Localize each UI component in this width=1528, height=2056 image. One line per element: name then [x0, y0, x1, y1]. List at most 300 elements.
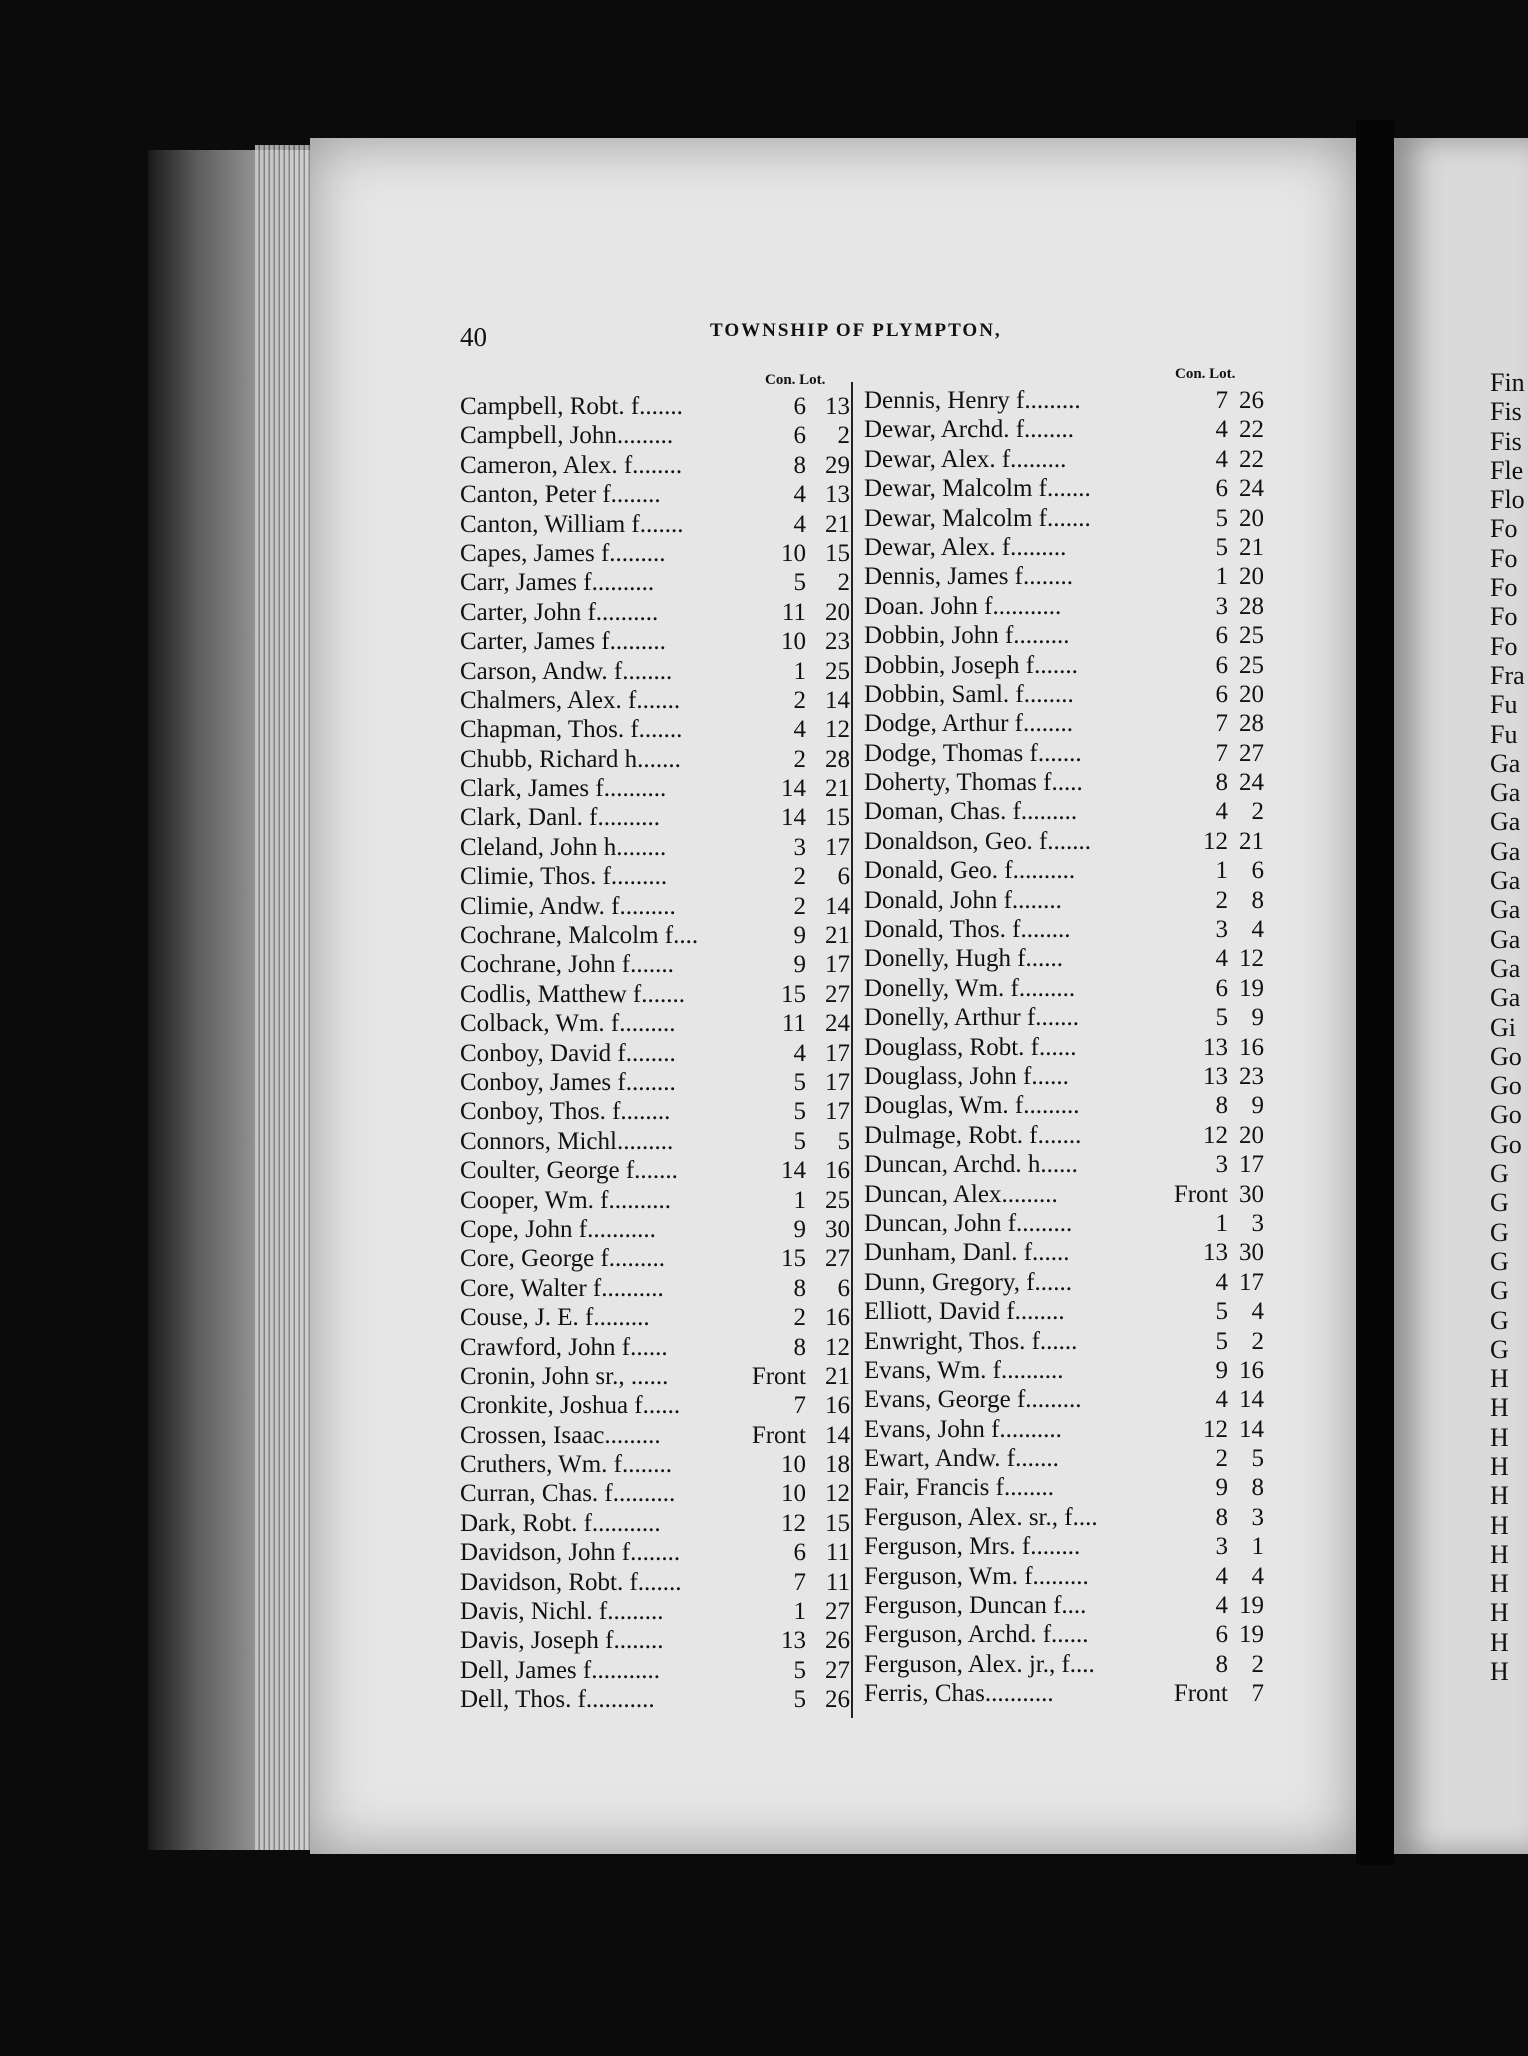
entry-name: Dewar, Malcolm f.......: [864, 475, 1091, 503]
facing-page-fragment: H: [1490, 1481, 1509, 1511]
directory-entry: [460, 1244, 850, 1273]
directory-entry: [460, 803, 850, 832]
entry-con: 9: [793, 951, 806, 979]
facing-page-fragment: Ga: [1490, 895, 1521, 925]
entry-lot: 20: [1239, 1121, 1264, 1149]
entry-lot: 12: [825, 1333, 850, 1361]
facing-page-fragment: Go: [1490, 1041, 1522, 1071]
entry-con: 10: [781, 539, 806, 567]
entry-lot: 1: [1251, 1533, 1264, 1561]
facing-page-fragment: Ga: [1490, 983, 1521, 1013]
entry-con: 4: [1215, 445, 1228, 473]
entry-con: 6: [793, 1539, 806, 1567]
entry-lot: 28: [1239, 710, 1264, 738]
entry-name: Cronkite, Joshua f......: [460, 1392, 681, 1420]
entry-lot: 17: [1239, 1151, 1264, 1179]
entry-lot: 4: [1251, 1562, 1264, 1590]
entry-con: 5: [793, 1098, 806, 1126]
entry-lot: 14: [825, 892, 850, 920]
entry-name: Colback, Wm. f.........: [460, 1010, 676, 1038]
directory-entry: [864, 415, 1264, 444]
facing-page-fragment: H: [1490, 1422, 1509, 1452]
facing-page-fragment: G: [1490, 1334, 1509, 1364]
entry-lot: 14: [825, 1421, 850, 1449]
directory-entry: [864, 1415, 1264, 1444]
entry-name: Dark, Robt. f...........: [460, 1509, 661, 1537]
entry-lot: 21: [825, 922, 850, 950]
entry-name: Dunn, Gregory, f......: [864, 1268, 1073, 1296]
facing-page-text-fragments: [1490, 368, 1528, 1686]
entry-lot: 29: [825, 451, 850, 479]
directory-entry: [460, 862, 850, 891]
entry-lot: 17: [1239, 1268, 1264, 1296]
entry-name: Core, George f.........: [460, 1245, 666, 1273]
directory-entry: [864, 856, 1264, 885]
directory-entry: [460, 715, 850, 744]
entry-name: Donelly, Hugh f......: [864, 945, 1064, 973]
facing-page-fragment: Ga: [1490, 807, 1521, 837]
entry-name: Dell, Thos. f...........: [460, 1686, 655, 1714]
directory-entry: [460, 1685, 850, 1714]
facing-page-fragment: Fle: [1490, 455, 1524, 485]
entry-lot: 25: [825, 657, 850, 685]
entry-con: 1: [1215, 857, 1228, 885]
directory-entry: [460, 1127, 850, 1156]
directory-entry: [864, 1444, 1264, 1473]
entry-con: 8: [1215, 1092, 1228, 1120]
entry-con: 9: [793, 1215, 806, 1243]
facing-page-fragment: Fis: [1490, 397, 1522, 427]
directory-entry: [460, 1215, 850, 1244]
directory-entry: [864, 827, 1264, 856]
entry-lot: 3: [1251, 1503, 1264, 1531]
entry-con: 6: [793, 393, 806, 420]
entry-name: Couse, J. E. f.........: [460, 1304, 650, 1332]
directory-entry: [460, 1568, 850, 1597]
entry-con: 6: [1215, 651, 1228, 679]
directory-entry: [864, 621, 1264, 650]
entry-con: 5: [1215, 504, 1228, 532]
facing-page-fragment: H: [1490, 1657, 1509, 1687]
directory-entry: [460, 1186, 850, 1215]
entry-lot: 9: [1251, 1092, 1264, 1120]
entry-name: Climie, Andw. f.........: [460, 892, 676, 920]
entry-con: 5: [1215, 533, 1228, 561]
entry-name: Doherty, Thomas f.....: [864, 769, 1083, 797]
facing-page-fragment: Fis: [1490, 426, 1522, 456]
directory-entry: [460, 1450, 850, 1479]
entry-con: 7: [793, 1568, 806, 1596]
facing-page-fragment: G: [1490, 1305, 1509, 1335]
entry-lot: 28: [825, 745, 850, 773]
entry-lot: 14: [1239, 1386, 1264, 1414]
entry-con: 4: [793, 481, 806, 509]
directory-entry: [864, 797, 1264, 826]
entry-con: 3: [793, 833, 806, 861]
facing-page-fragment: Fin: [1490, 368, 1525, 397]
entry-con: 1: [793, 657, 806, 685]
entry-name: Douglass, John f......: [864, 1062, 1069, 1090]
entry-lot: 26: [1239, 387, 1264, 414]
entry-con: 5: [1215, 1004, 1228, 1032]
entry-lot: 30: [1239, 1239, 1264, 1267]
entry-lot: 24: [1239, 475, 1264, 503]
entry-con: 12: [781, 1509, 806, 1537]
entry-con: 2: [793, 863, 806, 891]
entry-name: Chubb, Richard h.......: [460, 745, 681, 773]
entry-name: Evans, John f..........: [864, 1415, 1062, 1443]
entry-con: 13: [781, 1627, 806, 1655]
entry-lot: 13: [825, 481, 850, 509]
directory-entry: [460, 627, 850, 656]
entry-lot: 21: [825, 1362, 850, 1390]
directory-entry: [864, 386, 1264, 415]
entry-name: Conboy, Thos. f........: [460, 1098, 671, 1126]
entry-lot: 4: [1251, 916, 1264, 944]
entry-name: Evans, Wm. f..........: [864, 1356, 1064, 1384]
facing-page-fragment: Fu: [1490, 719, 1518, 749]
entry-con: 10: [781, 1451, 806, 1479]
entry-con: 4: [1215, 798, 1228, 826]
entry-con: 4: [793, 510, 806, 538]
entry-con: 9: [1215, 1356, 1228, 1384]
column-divider: [851, 382, 853, 1718]
directory-entry: [864, 768, 1264, 797]
entry-lot: 27: [825, 1245, 850, 1273]
entry-name: Dennis, James f........: [864, 563, 1073, 591]
directory-entry: [864, 915, 1264, 944]
facing-page-fragment: H: [1490, 1510, 1509, 1540]
directory-entry: [460, 686, 850, 715]
directory-entry: [864, 562, 1264, 591]
entry-name: Cochrane, Malcolm f....: [460, 922, 699, 950]
directory-entry: [460, 1009, 850, 1038]
entry-con: 5: [1215, 1298, 1228, 1326]
entry-name: Cooper, Wm. f..........: [460, 1186, 672, 1214]
entry-name: Coulter, George f.......: [460, 1157, 678, 1185]
facing-page-fragment: Ga: [1490, 778, 1521, 808]
directory-entry: [460, 451, 850, 480]
entry-con: 7: [1215, 387, 1228, 414]
entry-name: Cronin, John sr., ......: [460, 1362, 669, 1390]
entry-con: 2: [793, 745, 806, 773]
entry-lot: 11: [825, 1539, 850, 1567]
directory-entry: [864, 1062, 1264, 1091]
entry-con: 3: [1215, 592, 1228, 620]
facing-page-fragment: Ga: [1490, 748, 1521, 778]
directory-entry: [864, 944, 1264, 973]
entry-con: Front: [1173, 1680, 1228, 1708]
entry-lot: 26: [825, 1686, 850, 1714]
entry-lot: 12: [1239, 945, 1264, 973]
directory-entry: [460, 1333, 850, 1362]
entry-name: Campbell, John.........: [460, 422, 674, 450]
entry-con: 5: [793, 1686, 806, 1714]
entry-lot: 20: [1239, 563, 1264, 591]
entry-con: 7: [793, 1392, 806, 1420]
entry-name: Davis, Joseph f........: [460, 1627, 664, 1655]
entry-name: Dobbin, John f.........: [864, 622, 1070, 650]
entry-name: Donelly, Wm. f.........: [864, 974, 1076, 1002]
facing-page-fragment: H: [1490, 1569, 1509, 1599]
facing-page-fragment: G: [1490, 1217, 1509, 1247]
directory-entry: [864, 1150, 1264, 1179]
entry-lot: 16: [1239, 1033, 1264, 1061]
entry-con: 10: [781, 628, 806, 656]
facing-page-fragment: Ga: [1490, 953, 1521, 983]
facing-page-fragment: Ga: [1490, 866, 1521, 896]
directory-entry: [460, 392, 850, 421]
entry-lot: 20: [1239, 504, 1264, 532]
entry-name: Clark, Danl. f..........: [460, 804, 660, 832]
entry-lot: 12: [825, 716, 850, 744]
left-column-entries: [460, 392, 850, 1715]
entry-name: Canton, Peter f........: [460, 481, 661, 509]
entry-name: Dewar, Archd. f........: [864, 416, 1075, 444]
directory-entry: [460, 892, 850, 921]
directory-entry: [864, 1562, 1264, 1591]
entry-con: 5: [793, 1068, 806, 1096]
facing-page-fragment: Fu: [1490, 690, 1518, 720]
entry-name: Crossen, Isaac.........: [460, 1421, 661, 1449]
entry-con: 12: [1203, 827, 1228, 855]
entry-name: Davidson, Robt. f.......: [460, 1568, 682, 1596]
directory-entry: [864, 709, 1264, 738]
entry-lot: 19: [1239, 1621, 1264, 1649]
entry-name: Dell, James f...........: [460, 1656, 660, 1684]
entry-lot: 15: [825, 539, 850, 567]
entry-name: Dobbin, Joseph f.......: [864, 651, 1078, 679]
directory-entry: [864, 1650, 1264, 1679]
directory-entry: [864, 1356, 1264, 1385]
entry-con: 14: [781, 1157, 806, 1185]
entry-lot: 25: [1239, 651, 1264, 679]
entry-lot: 6: [1251, 857, 1264, 885]
directory-entry: [864, 1385, 1264, 1414]
facing-page-fragment: Go: [1490, 1100, 1522, 1130]
entry-name: Ferguson, Duncan f....: [864, 1592, 1087, 1620]
entry-lot: 8: [1251, 1474, 1264, 1502]
entry-name: Cameron, Alex. f........: [460, 451, 683, 479]
entry-name: Elliott, David f........: [864, 1298, 1065, 1326]
entry-con: 8: [793, 1274, 806, 1302]
facing-page-fragment: H: [1490, 1627, 1509, 1657]
entry-con: 15: [781, 980, 806, 1008]
directory-entry: [460, 1626, 850, 1655]
entry-con: 3: [1215, 916, 1228, 944]
entry-lot: 30: [825, 1215, 850, 1243]
entry-name: Davis, Nichl. f.........: [460, 1598, 664, 1626]
entry-name: Donald, Geo. f..........: [864, 857, 1076, 885]
entry-con: 6: [1215, 680, 1228, 708]
entry-con: 14: [781, 804, 806, 832]
entry-lot: 20: [1239, 680, 1264, 708]
entry-con: 9: [793, 922, 806, 950]
entry-name: Doan. John f...........: [864, 592, 1062, 620]
entry-lot: 17: [825, 1098, 850, 1126]
page-number: 40: [460, 322, 487, 352]
entry-name: Dewar, Alex. f.........: [864, 533, 1067, 561]
entry-lot: 15: [825, 1509, 850, 1537]
entry-con: 6: [1215, 475, 1228, 503]
facing-page-fragment: Fo: [1490, 543, 1518, 573]
entry-name: Chalmers, Alex. f.......: [460, 686, 681, 714]
entry-name: Dunham, Danl. f......: [864, 1239, 1070, 1267]
entry-name: Crawford, John f......: [460, 1333, 668, 1361]
entry-name: Dodge, Thomas f.......: [864, 739, 1082, 767]
directory-entry: [460, 510, 850, 539]
entry-name: Cochrane, John f.......: [460, 951, 674, 979]
entry-name: Clark, James f..........: [460, 775, 667, 803]
entry-lot: 15: [825, 804, 850, 832]
entry-lot: 26: [825, 1627, 850, 1655]
facing-page-fragment: H: [1490, 1598, 1509, 1628]
entry-lot: 2: [1251, 1650, 1264, 1678]
entry-con: 2: [793, 892, 806, 920]
entry-lot: 17: [825, 1039, 850, 1067]
entry-con: 9: [1215, 1474, 1228, 1502]
directory-entry: [864, 651, 1264, 680]
entry-name: Douglass, Robt. f......: [864, 1033, 1077, 1061]
facing-page-fragment: Ga: [1490, 924, 1521, 954]
entry-lot: 2: [1251, 1327, 1264, 1355]
entry-lot: 5: [1251, 1445, 1264, 1473]
entry-name: Ferguson, Alex. sr., f....: [864, 1503, 1098, 1531]
entry-name: Cruthers, Wm. f........: [460, 1451, 673, 1479]
facing-page-fragment: Go: [1490, 1071, 1522, 1101]
entry-name: Dewar, Malcolm f.......: [864, 504, 1091, 532]
entry-con: 10: [781, 1480, 806, 1508]
entry-lot: 25: [1239, 622, 1264, 650]
directory-entry: [864, 1532, 1264, 1561]
entry-con: 8: [793, 451, 806, 479]
directory-entry: [864, 445, 1264, 474]
entry-con: 1: [793, 1186, 806, 1214]
entry-name: Duncan, Archd. h......: [864, 1151, 1078, 1179]
facing-page-fragment: G: [1490, 1188, 1509, 1218]
entry-lot: 24: [825, 1010, 850, 1038]
entry-name: Dodge, Arthur f........: [864, 710, 1073, 738]
entry-name: Chapman, Thos. f.......: [460, 716, 683, 744]
entry-lot: 2: [837, 422, 850, 450]
directory-entry: [460, 421, 850, 450]
entry-lot: 25: [825, 1186, 850, 1214]
entry-con: 8: [1215, 1503, 1228, 1531]
entry-lot: 27: [1239, 739, 1264, 767]
entry-lot: 3: [1251, 1209, 1264, 1237]
directory-entry: [864, 886, 1264, 915]
entry-lot: 21: [825, 775, 850, 803]
directory-entry: [864, 974, 1264, 1003]
entry-name: Douglas, Wm. f.........: [864, 1092, 1080, 1120]
entry-name: Dennis, Henry f.........: [864, 387, 1081, 414]
facing-page-fragment: Fo: [1490, 602, 1518, 632]
directory-entry: [460, 950, 850, 979]
entry-name: Conboy, David f........: [460, 1039, 676, 1067]
entry-name: Dulmage, Robt. f.......: [864, 1121, 1082, 1149]
entry-lot: 19: [1239, 974, 1264, 1002]
directory-entry: [460, 921, 850, 950]
entry-con: Front: [751, 1362, 806, 1390]
entry-con: 6: [793, 422, 806, 450]
directory-entry: [460, 1656, 850, 1685]
entry-lot: 21: [825, 510, 850, 538]
entry-con: 7: [1215, 739, 1228, 767]
entry-name: Donelly, Arthur f.......: [864, 1004, 1080, 1032]
page-edges-stack: [255, 145, 310, 1850]
directory-entry: [460, 598, 850, 627]
column-header-right: Con. Lot.: [1175, 366, 1236, 382]
entry-name: Ferguson, Alex. jr., f....: [864, 1650, 1095, 1678]
entry-name: Donald, John f........: [864, 886, 1062, 914]
facing-page-fragment: G: [1490, 1246, 1509, 1276]
entry-con: 14: [781, 775, 806, 803]
directory-entry: [864, 680, 1264, 709]
entry-con: 4: [793, 1039, 806, 1067]
directory-entry: [864, 592, 1264, 621]
facing-page-fragment: H: [1490, 1451, 1509, 1481]
directory-entry: [864, 1620, 1264, 1649]
entry-con: 5: [793, 569, 806, 597]
entry-name: Carr, James f..........: [460, 569, 655, 597]
entry-lot: 17: [825, 1068, 850, 1096]
directory-entry: [460, 774, 850, 803]
entry-con: 2: [1215, 886, 1228, 914]
directory-entry: [460, 1421, 850, 1450]
facing-page-fragment: Fo: [1490, 631, 1518, 661]
directory-entry: [864, 1033, 1264, 1062]
directory-entry: [460, 539, 850, 568]
entry-lot: 16: [825, 1157, 850, 1185]
directory-entry: [864, 1238, 1264, 1267]
directory-entry: [864, 504, 1264, 533]
entry-name: Core, Walter f..........: [460, 1274, 664, 1302]
directory-entry: [460, 1538, 850, 1567]
entry-lot: 24: [1239, 769, 1264, 797]
directory-entry: [864, 739, 1264, 768]
directory-entry: [864, 1327, 1264, 1356]
entry-lot: 6: [837, 863, 850, 891]
entry-lot: 13: [825, 393, 850, 420]
page-gutter-shadow: [1356, 120, 1394, 1865]
entry-lot: 20: [825, 598, 850, 626]
entry-con: 13: [1203, 1239, 1228, 1267]
entry-name: Duncan, Alex.........: [864, 1180, 1058, 1208]
entry-name: Davidson, John f........: [460, 1539, 681, 1567]
entry-name: Ewart, Andw. f.......: [864, 1445, 1059, 1473]
directory-entry: [460, 1509, 850, 1538]
entry-name: Cleland, John h........: [460, 833, 667, 861]
entry-con: 12: [1203, 1415, 1228, 1443]
entry-con: 1: [1215, 563, 1228, 591]
entry-lot: 19: [1239, 1592, 1264, 1620]
entry-lot: 16: [825, 1304, 850, 1332]
entry-con: 3: [1215, 1533, 1228, 1561]
directory-entry: [864, 1209, 1264, 1238]
entry-con: 11: [781, 1010, 806, 1038]
entry-con: 4: [1215, 1268, 1228, 1296]
facing-page-fragment: Gi: [1490, 1012, 1516, 1042]
facing-page-fragment: G: [1490, 1159, 1509, 1189]
directory-entry: [864, 1003, 1264, 1032]
entry-lot: 18: [825, 1451, 850, 1479]
entry-con: 11: [781, 598, 806, 626]
entry-con: 8: [793, 1333, 806, 1361]
entry-con: 2: [793, 1304, 806, 1332]
facing-page-fragment: H: [1490, 1393, 1509, 1423]
entry-name: Donaldson, Geo. f.......: [864, 827, 1092, 855]
facing-page-fragment: G: [1490, 1276, 1509, 1306]
